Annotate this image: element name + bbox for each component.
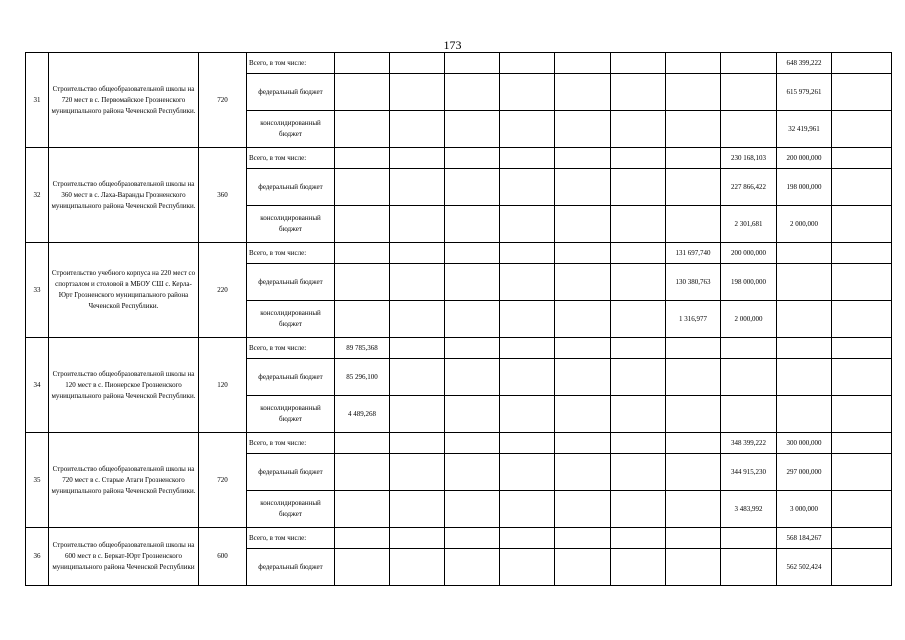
amount-cell: 1 316,977: [666, 301, 721, 338]
amount-cell: [611, 301, 666, 338]
project-capacity: 120: [199, 338, 247, 433]
project-capacity: 600: [199, 528, 247, 586]
amount-cell: 198 000,000: [721, 264, 777, 301]
amount-cell: 230 168,103: [721, 148, 777, 169]
funding-source-label: федеральный бюджет: [247, 74, 335, 111]
amount-cell: 2 000,000: [721, 301, 777, 338]
amount-cell: [611, 528, 666, 549]
project-number: 35: [26, 433, 49, 528]
funding-source-label: Всего, в том числе:: [247, 433, 335, 454]
amount-cell: [445, 74, 500, 111]
amount-cell: [611, 359, 666, 396]
amount-cell: [445, 111, 500, 148]
project-name: Строительство общеобразовательной школы на 600 мест в с. Беркат-Юрт Грозненского муниципального района Чеченской Республики: [49, 528, 199, 586]
funding-source-label: Всего, в том числе:: [247, 338, 335, 359]
amount-cell: [832, 74, 892, 111]
amount-cell: [832, 396, 892, 433]
amount-cell: [666, 74, 721, 111]
amount-cell: [500, 169, 555, 206]
amount-cell: [721, 111, 777, 148]
amount-cell: [721, 359, 777, 396]
amount-cell: [445, 338, 500, 359]
amount-cell: 344 915,230: [721, 454, 777, 491]
amount-cell: [445, 396, 500, 433]
amount-cell: [555, 74, 611, 111]
amount-cell: [390, 528, 445, 549]
amount-cell: 562 502,424: [777, 549, 832, 586]
amount-cell: [611, 549, 666, 586]
amount-cell: 198 000,000: [777, 169, 832, 206]
amount-cell: [555, 359, 611, 396]
amount-cell: [611, 74, 666, 111]
table-row: [26, 338, 892, 359]
amount-cell: [666, 433, 721, 454]
amount-cell: [666, 206, 721, 243]
funding-source-label: федеральный бюджет: [247, 359, 335, 396]
amount-cell: [611, 169, 666, 206]
amount-cell: [555, 528, 611, 549]
amount-cell: 200 000,000: [721, 243, 777, 264]
project-capacity: 220: [199, 243, 247, 338]
amount-cell: 200 000,000: [777, 148, 832, 169]
amount-cell: [335, 148, 390, 169]
amount-cell: [611, 148, 666, 169]
amount-cell: [445, 433, 500, 454]
project-capacity: 720: [199, 433, 247, 528]
amount-cell: [390, 148, 445, 169]
amount-cell: 32 419,961: [777, 111, 832, 148]
amount-cell: [555, 53, 611, 74]
amount-cell: [335, 53, 390, 74]
amount-cell: [555, 549, 611, 586]
project-number: 31: [26, 53, 49, 148]
amount-cell: [832, 148, 892, 169]
amount-cell: [666, 111, 721, 148]
amount-cell: [611, 338, 666, 359]
amount-cell: [611, 206, 666, 243]
amount-cell: [500, 74, 555, 111]
amount-cell: [335, 264, 390, 301]
amount-cell: 85 296,100: [335, 359, 390, 396]
amount-cell: [335, 491, 390, 528]
funding-source-label: Всего, в том числе:: [247, 53, 335, 74]
project-name: Строительство общеобразовательной школы на 120 мест в с. Пионерское Грозненского муниципального района Чеченской Республики.: [49, 338, 199, 433]
amount-cell: [335, 111, 390, 148]
amount-cell: [666, 528, 721, 549]
amount-cell: [335, 169, 390, 206]
funding-source-label: консолидированный бюджет: [247, 206, 335, 243]
amount-cell: [390, 549, 445, 586]
amount-cell: [611, 243, 666, 264]
amount-cell: [555, 243, 611, 264]
amount-cell: [611, 396, 666, 433]
amount-cell: [390, 74, 445, 111]
amount-cell: 2 000,000: [777, 206, 832, 243]
amount-cell: [666, 396, 721, 433]
amount-cell: 89 785,368: [335, 338, 390, 359]
project-number: 32: [26, 148, 49, 243]
amount-cell: [666, 53, 721, 74]
funding-source-label: Всего, в том числе:: [247, 148, 335, 169]
amount-cell: 227 866,422: [721, 169, 777, 206]
amount-cell: [445, 169, 500, 206]
amount-cell: [832, 301, 892, 338]
amount-cell: [666, 454, 721, 491]
amount-cell: [500, 243, 555, 264]
amount-cell: [390, 359, 445, 396]
funding-source-label: консолидированный бюджет: [247, 396, 335, 433]
amount-cell: [721, 528, 777, 549]
amount-cell: [390, 53, 445, 74]
amount-cell: [832, 243, 892, 264]
amount-cell: [777, 264, 832, 301]
amount-cell: [445, 528, 500, 549]
project-number: 34: [26, 338, 49, 433]
amount-cell: [555, 454, 611, 491]
amount-cell: [335, 454, 390, 491]
amount-cell: [500, 301, 555, 338]
table-row: [26, 433, 892, 454]
amount-cell: [721, 53, 777, 74]
amount-cell: [500, 396, 555, 433]
project-name: Строительство общеобразовательной школы на 720 мест в с. Первомайское Грозненского муниципального района Чеченской Республики.: [49, 53, 199, 148]
amount-cell: [445, 264, 500, 301]
amount-cell: [335, 433, 390, 454]
amount-cell: [721, 338, 777, 359]
amount-cell: [445, 491, 500, 528]
amount-cell: [390, 111, 445, 148]
amount-cell: [555, 148, 611, 169]
funding-source-label: федеральный бюджет: [247, 454, 335, 491]
project-name: Строительство учебного корпуса на 220 мест со спортзалом и столовой в МБОУ СШ с. Керла-Юрт Грозненского муниципального района Чеченской Республики.: [49, 243, 199, 338]
amount-cell: [500, 338, 555, 359]
amount-cell: [666, 359, 721, 396]
amount-cell: [832, 491, 892, 528]
amount-cell: 648 399,222: [777, 53, 832, 74]
project-number: 36: [26, 528, 49, 586]
amount-cell: [445, 301, 500, 338]
amount-cell: [390, 206, 445, 243]
amount-cell: [666, 549, 721, 586]
amount-cell: [500, 549, 555, 586]
funding-source-label: консолидированный бюджет: [247, 111, 335, 148]
amount-cell: [390, 169, 445, 206]
amount-cell: [335, 243, 390, 264]
amount-cell: [445, 549, 500, 586]
amount-cell: [832, 528, 892, 549]
amount-cell: [335, 206, 390, 243]
amount-cell: [832, 359, 892, 396]
amount-cell: [390, 301, 445, 338]
amount-cell: [500, 359, 555, 396]
project-capacity: 360: [199, 148, 247, 243]
amount-cell: [500, 491, 555, 528]
amount-cell: [611, 111, 666, 148]
amount-cell: 615 979,261: [777, 74, 832, 111]
amount-cell: [832, 111, 892, 148]
amount-cell: [666, 491, 721, 528]
table-row: [26, 528, 892, 549]
amount-cell: [445, 206, 500, 243]
project-name: Строительство общеобразовательной школы на 360 мест в с. Лаха-Варанды Грозненского муниципального района Чеченской Республики.: [49, 148, 199, 243]
amount-cell: [445, 454, 500, 491]
amount-cell: 130 380,763: [666, 264, 721, 301]
amount-cell: [500, 454, 555, 491]
funding-source-label: консолидированный бюджет: [247, 491, 335, 528]
amount-cell: [500, 148, 555, 169]
table-row: [26, 148, 892, 169]
amount-cell: [500, 528, 555, 549]
amount-cell: [555, 301, 611, 338]
amount-cell: [500, 206, 555, 243]
project-capacity: 720: [199, 53, 247, 148]
funding-source-label: федеральный бюджет: [247, 169, 335, 206]
amount-cell: 3 000,000: [777, 491, 832, 528]
amount-cell: [335, 549, 390, 586]
amount-cell: [555, 491, 611, 528]
investment-table: [25, 52, 892, 586]
amount-cell: [445, 243, 500, 264]
amount-cell: [777, 359, 832, 396]
amount-cell: [445, 53, 500, 74]
amount-cell: 3 483,992: [721, 491, 777, 528]
amount-cell: [555, 338, 611, 359]
amount-cell: [390, 454, 445, 491]
amount-cell: 4 489,268: [335, 396, 390, 433]
funding-source-label: федеральный бюджет: [247, 549, 335, 586]
amount-cell: [390, 243, 445, 264]
amount-cell: [832, 264, 892, 301]
project-number: 33: [26, 243, 49, 338]
amount-cell: [335, 528, 390, 549]
amount-cell: [832, 169, 892, 206]
amount-cell: [555, 169, 611, 206]
funding-source-label: федеральный бюджет: [247, 264, 335, 301]
amount-cell: 131 697,740: [666, 243, 721, 264]
amount-cell: [832, 53, 892, 74]
amount-cell: [611, 491, 666, 528]
amount-cell: [611, 454, 666, 491]
table-row: [26, 53, 892, 74]
amount-cell: 348 399,222: [721, 433, 777, 454]
project-name: Строительство общеобразовательной школы на 720 мест в с. Старые Атаги Грозненского муниципального района Чеченской Республики.: [49, 433, 199, 528]
amount-cell: [666, 169, 721, 206]
amount-cell: [555, 396, 611, 433]
amount-cell: [445, 359, 500, 396]
amount-cell: [555, 264, 611, 301]
amount-cell: [390, 433, 445, 454]
amount-cell: [721, 396, 777, 433]
amount-cell: [335, 301, 390, 338]
amount-cell: 300 000,000: [777, 433, 832, 454]
amount-cell: [390, 264, 445, 301]
amount-cell: [721, 74, 777, 111]
amount-cell: [335, 74, 390, 111]
amount-cell: [555, 111, 611, 148]
amount-cell: [777, 396, 832, 433]
amount-cell: [777, 243, 832, 264]
funding-source-label: Всего, в том числе:: [247, 243, 335, 264]
amount-cell: [611, 264, 666, 301]
page-number: 173: [443, 38, 462, 52]
funding-source-label: консолидированный бюджет: [247, 301, 335, 338]
amount-cell: [666, 148, 721, 169]
amount-cell: [832, 433, 892, 454]
amount-cell: [390, 338, 445, 359]
amount-cell: [721, 549, 777, 586]
amount-cell: [777, 301, 832, 338]
amount-cell: [445, 148, 500, 169]
funding-source-label: Всего, в том числе:: [247, 528, 335, 549]
amount-cell: [832, 338, 892, 359]
amount-cell: [390, 396, 445, 433]
amount-cell: 568 184,267: [777, 528, 832, 549]
table-row: [26, 243, 892, 264]
amount-cell: [666, 338, 721, 359]
amount-cell: [555, 206, 611, 243]
amount-cell: [832, 454, 892, 491]
amount-cell: [611, 53, 666, 74]
amount-cell: [611, 433, 666, 454]
amount-cell: [500, 264, 555, 301]
amount-cell: 297 000,000: [777, 454, 832, 491]
amount-cell: [390, 491, 445, 528]
amount-cell: [500, 53, 555, 74]
amount-cell: 2 301,681: [721, 206, 777, 243]
amount-cell: [500, 433, 555, 454]
amount-cell: [832, 549, 892, 586]
amount-cell: [555, 433, 611, 454]
amount-cell: [500, 111, 555, 148]
amount-cell: [832, 206, 892, 243]
amount-cell: [777, 338, 832, 359]
